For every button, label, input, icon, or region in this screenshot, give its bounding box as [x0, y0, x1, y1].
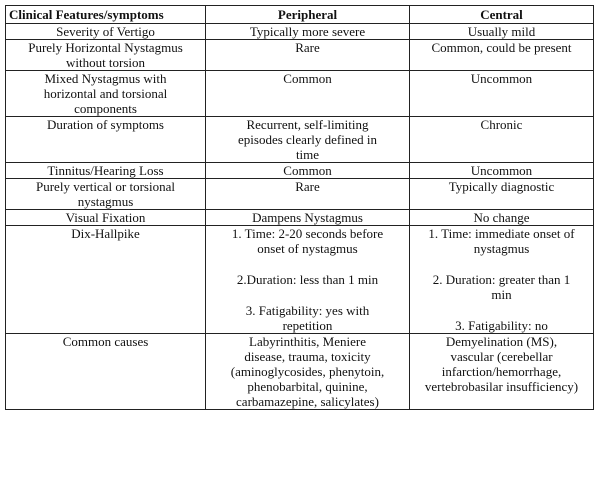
peripheral-cell [206, 40, 410, 71]
cell-text-line: Purely vertical or torsional [36, 179, 175, 194]
cell-text-line: vertebrobasilar insufficiency) [424, 379, 579, 394]
header-clinical-features: Clinical Features/symptoms [6, 6, 206, 24]
cell-text-line: Rare [295, 179, 320, 194]
central-cell [410, 24, 594, 40]
cell-text-line: repetition [282, 318, 333, 333]
cell-text-line: No change [473, 210, 530, 225]
cell-text-line: Uncommon [470, 163, 533, 178]
cell-text-line: Dix-Hallpike [71, 226, 140, 241]
cell-text-line: Dampens Nystagmus [252, 210, 363, 225]
table-row [6, 71, 594, 117]
cell-text-line: Tinnitus/Hearing Loss [47, 163, 164, 178]
cell-text-line: 1. Time: 2-20 seconds before [231, 226, 384, 241]
table-row [6, 24, 594, 40]
cell-spacer [413, 302, 590, 318]
cell-text-line: Severity of Vertigo [56, 24, 155, 39]
table-row [6, 226, 594, 334]
cell-text-line: Usually mild [467, 24, 536, 39]
cell-text-line: 2.Duration: less than 1 min [236, 272, 379, 287]
cell-text-line: Labyrinthitis, Meniere [249, 334, 366, 349]
cell-spacer [413, 256, 590, 272]
cell-text-line: without torsion [65, 55, 146, 70]
feature-cell [6, 210, 206, 226]
feature-cell [6, 226, 206, 334]
cell-text-line: phenobarbital, quinine, [247, 379, 368, 394]
table-body [6, 24, 594, 410]
cell-text-line: nystagmus [77, 194, 134, 209]
cell-text-line: disease, trauma, toxicity [244, 349, 371, 364]
cell-text-line: onset of nystagmus [257, 241, 358, 256]
cell-text-line: Typically more severe [249, 24, 366, 39]
feature-cell [6, 40, 206, 71]
comparison-table [5, 5, 594, 410]
cell-spacer [209, 256, 406, 272]
cell-text-line: Demyelination (MS), [445, 334, 558, 349]
cell-text-line: Recurrent, self-limiting [246, 117, 369, 132]
cell-text-line: (aminoglycosides, phenytoin, [230, 364, 385, 379]
feature-cell [6, 163, 206, 179]
cell-text-line: carbamazepine, salicylates) [236, 394, 379, 409]
cell-text-line: nystagmus [473, 241, 530, 256]
header-row [6, 6, 594, 24]
central-cell [410, 210, 594, 226]
cell-text-line: Mixed Nystagmus with [44, 71, 167, 86]
cell-text-line: Duration of symptoms [47, 117, 164, 132]
cell-spacer [209, 287, 406, 303]
feature-cell [6, 179, 206, 210]
cell-text-line: Common [283, 163, 332, 178]
peripheral-cell [206, 163, 410, 179]
cell-text-line: Common causes [62, 334, 149, 349]
table-row [6, 210, 594, 226]
central-cell [410, 179, 594, 210]
cell-text-line: Common, could be present [431, 40, 572, 55]
cell-text-line: Visual Fixation [65, 210, 146, 225]
table-row [6, 117, 594, 163]
cell-text-line: horizontal and torsional [43, 86, 168, 101]
central-cell [410, 117, 594, 163]
peripheral-cell [206, 24, 410, 40]
peripheral-cell [206, 117, 410, 163]
cell-text-line: time [295, 147, 320, 162]
peripheral-cell [206, 226, 410, 334]
cell-text-line: infarction/hemorrhage, [441, 364, 562, 379]
table-row [6, 163, 594, 179]
cell-text-line: Rare [295, 40, 320, 55]
cell-text-line: 2. Duration: greater than 1 [432, 272, 571, 287]
table-row [6, 334, 594, 410]
central-cell [410, 71, 594, 117]
central-cell [410, 163, 594, 179]
peripheral-cell [206, 179, 410, 210]
cell-text-line: episodes clearly defined in [238, 132, 377, 147]
cell-text-line: vascular (cerebellar [450, 349, 553, 364]
cell-text-line: components [74, 101, 137, 116]
feature-cell [6, 24, 206, 40]
feature-cell [6, 71, 206, 117]
cell-text-line: 1. Time: immediate onset of [428, 226, 575, 241]
peripheral-cell [206, 210, 410, 226]
peripheral-cell [206, 71, 410, 117]
feature-cell [6, 334, 206, 410]
cell-text-line: Purely Horizontal Nystagmus [28, 40, 183, 55]
cell-text-line: Common [283, 71, 332, 86]
header-central: Central [410, 6, 594, 24]
table-row [6, 40, 594, 71]
central-cell [410, 334, 594, 410]
cell-text-line: 3. Fatigability: yes with [245, 303, 370, 318]
central-cell [410, 226, 594, 334]
cell-text-line: min [491, 287, 512, 302]
cell-text-line: 3. Fatigability: no [455, 318, 548, 333]
cell-text-line: Typically diagnostic [448, 179, 555, 194]
cell-text-line: Uncommon [470, 71, 533, 86]
table-row [6, 179, 594, 210]
feature-cell [6, 117, 206, 163]
central-cell [410, 40, 594, 71]
header-peripheral: Peripheral [206, 6, 410, 24]
cell-text-line: Chronic [480, 117, 523, 132]
peripheral-cell [206, 334, 410, 410]
